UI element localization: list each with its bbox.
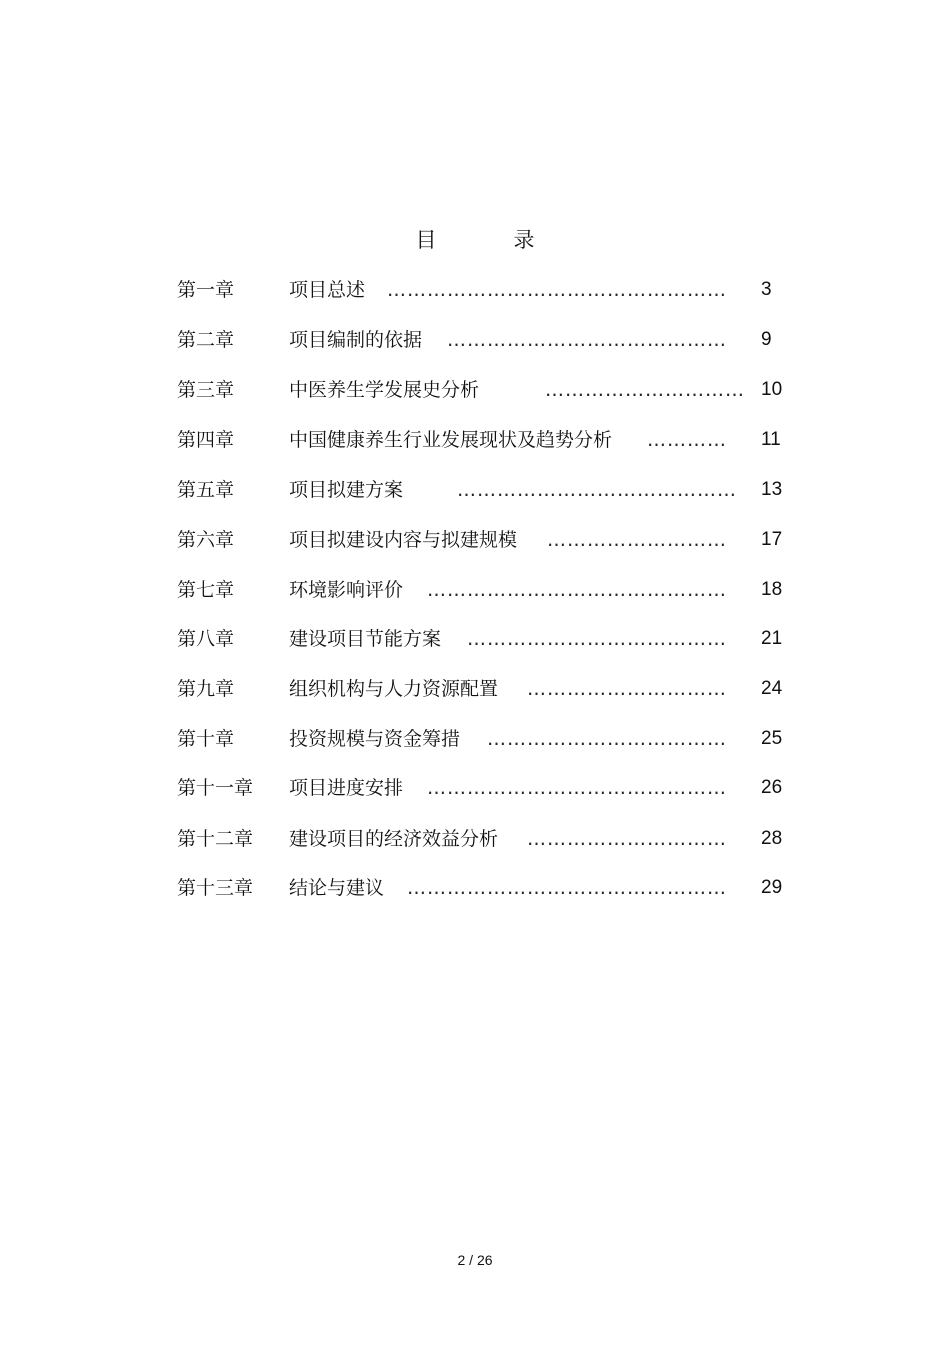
toc-title: 结论与建议 [289, 877, 385, 899]
toc-dot-leader: ……………………………… [487, 725, 727, 753]
toc-page-number: 17 [761, 529, 783, 550]
toc-entry-text [289, 774, 727, 802]
toc-page-number: 26 [761, 777, 783, 798]
toc-entry-text [289, 476, 737, 504]
toc-entry-2[interactable] [177, 326, 787, 354]
toc-chapter-label: 第一章 [177, 279, 235, 301]
toc-page-number: 11 [761, 429, 781, 450]
toc-page-number: 18 [761, 579, 783, 600]
toc-title: 中医养生学发展史分析 [289, 379, 480, 401]
toc-chapter-label: 第六章 [177, 529, 235, 551]
toc-chapter-label: 第五章 [177, 479, 235, 501]
toc-entry-text [289, 725, 727, 753]
toc-entry-5[interactable] [177, 476, 787, 504]
toc-entry-1[interactable] [177, 276, 787, 304]
toc-chapter-label: 第七章 [177, 579, 235, 601]
toc-entry-11[interactable] [177, 774, 787, 802]
toc-page-number: 25 [761, 728, 783, 749]
toc-title: 中国健康养生行业发展现状及趋势分析 [289, 429, 613, 451]
toc-page-number: 9 [761, 329, 772, 350]
toc-entry-12[interactable] [177, 825, 787, 853]
toc-dot-leader: ………………………………… [467, 625, 727, 653]
toc-dot-leader: ………………………… [527, 675, 727, 703]
toc-title: 组织机构与人力资源配置 [289, 678, 499, 700]
toc-entry-3[interactable] [177, 376, 787, 404]
toc-entry-8[interactable] [177, 625, 787, 653]
page-number-footer: 2 / 26 [457, 1252, 493, 1268]
toc-entry-9[interactable] [177, 675, 787, 703]
toc-title: 项目进度安排 [289, 777, 404, 799]
toc-entry-7[interactable] [177, 576, 787, 604]
toc-chapter-label: 第三章 [177, 379, 235, 401]
toc-page-number: 3 [761, 279, 772, 300]
toc-chapter-label: 第二章 [177, 329, 235, 351]
toc-page-number: 21 [761, 628, 783, 649]
toc-entry-text [289, 874, 727, 902]
toc-title: 项目总述 [289, 279, 366, 301]
toc-entry-10[interactable] [177, 725, 787, 753]
toc-entry-text [289, 825, 727, 853]
page-title: 目 录 [415, 228, 563, 252]
toc-chapter-label: 第九章 [177, 678, 235, 700]
toc-dot-leader: ……………………………………… [427, 774, 727, 802]
toc-dot-leader: ……………………………………… [427, 576, 727, 604]
toc-entry-text [289, 526, 727, 554]
toc-dot-leader: …………………………………… [447, 326, 727, 354]
toc-entry-text [289, 276, 727, 304]
toc-entry-6[interactable] [177, 526, 787, 554]
toc-dot-leader: ………………………………………… [407, 874, 727, 902]
toc-title: 投资规模与资金筹措 [289, 728, 461, 750]
toc-chapter-label: 第十一章 [177, 777, 254, 799]
toc-dot-leader: …………………………………… [457, 476, 737, 504]
toc-chapter-label: 第四章 [177, 429, 235, 451]
toc-dot-leader: ………………………… [545, 376, 745, 404]
toc-chapter-label: 第十二章 [177, 828, 254, 850]
toc-dot-leader: ……………………… [547, 526, 727, 554]
toc-title: 项目拟建设内容与拟建规模 [289, 529, 518, 551]
toc-chapter-label: 第十章 [177, 728, 235, 750]
toc-title: 项目编制的依据 [289, 329, 423, 351]
toc-title: 环境影响评价 [289, 579, 404, 601]
toc-page-number: 29 [761, 877, 783, 898]
toc-page-number: 13 [761, 479, 783, 500]
toc-entry-text [289, 426, 727, 454]
toc-entry-13[interactable] [177, 874, 787, 902]
toc-dot-leader: …………………………………………… [387, 276, 727, 304]
toc-dot-leader: ………… [647, 426, 727, 454]
toc-page-number: 28 [761, 828, 783, 849]
toc-entry-text [289, 625, 727, 653]
toc-entry-text [289, 376, 745, 404]
toc-page-number: 24 [761, 678, 783, 699]
toc-chapter-label: 第十三章 [177, 877, 254, 899]
toc-dot-leader: ………………………… [527, 825, 727, 853]
toc-entry-text [289, 326, 727, 354]
toc-entry-4[interactable] [177, 426, 787, 454]
toc-entry-text [289, 675, 727, 703]
toc-chapter-label: 第八章 [177, 628, 235, 650]
toc-title: 建设项目的经济效益分析 [289, 828, 499, 850]
toc-entry-text [289, 576, 727, 604]
toc-title: 项目拟建方案 [289, 479, 404, 501]
toc-title: 建设项目节能方案 [289, 628, 442, 650]
toc-page-number: 10 [761, 379, 783, 400]
